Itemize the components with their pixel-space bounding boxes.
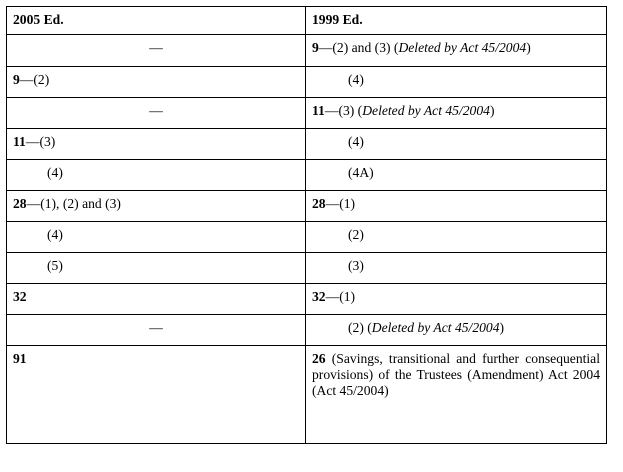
table-row [7,253,607,284]
right-cell: (4) [306,67,607,98]
right-cell: 11—(3) (Deleted by Act 45/2004) [306,98,607,129]
right-cell: (3) [306,253,607,284]
left-cell: (5) [7,253,306,284]
header-2005-ed: 2005 Ed. [7,7,306,35]
table-row [7,98,607,129]
table-row [7,222,607,253]
left-cell: 91 [7,346,306,444]
left-cell: 28—(1), (2) and (3) [7,191,306,222]
table-row [7,191,607,222]
left-cell: (4) [7,222,306,253]
comparative-table [6,6,607,444]
header-1999-ed: 1999 Ed. [306,7,607,35]
left-cell: — [7,98,306,129]
table-row [7,160,607,191]
table-row [7,346,607,444]
right-cell: (4A) [306,160,607,191]
right-cell: 28—(1) [306,191,607,222]
header-row [7,7,607,35]
left-cell: — [7,315,306,346]
table-row [7,35,607,67]
right-cell: (4) [306,129,607,160]
table-row [7,129,607,160]
left-cell: — [7,35,306,67]
left-cell: 32 [7,284,306,315]
table-row [7,67,607,98]
left-cell: 11—(3) [7,129,306,160]
right-cell: (2) [306,222,607,253]
left-cell: 9—(2) [7,67,306,98]
left-cell: (4) [7,160,306,191]
table-row [7,315,607,346]
right-cell: 32—(1) [306,284,607,315]
right-cell: (2) (Deleted by Act 45/2004) [306,315,607,346]
right-cell: 26 (Savings, transitional and further consequential provisions) of the Trustees (Amendment) Act 2004 (Act 45/2004) [306,346,607,444]
table-row [7,284,607,315]
right-cell: 9—(2) and (3) (Deleted by Act 45/2004) [306,35,607,67]
